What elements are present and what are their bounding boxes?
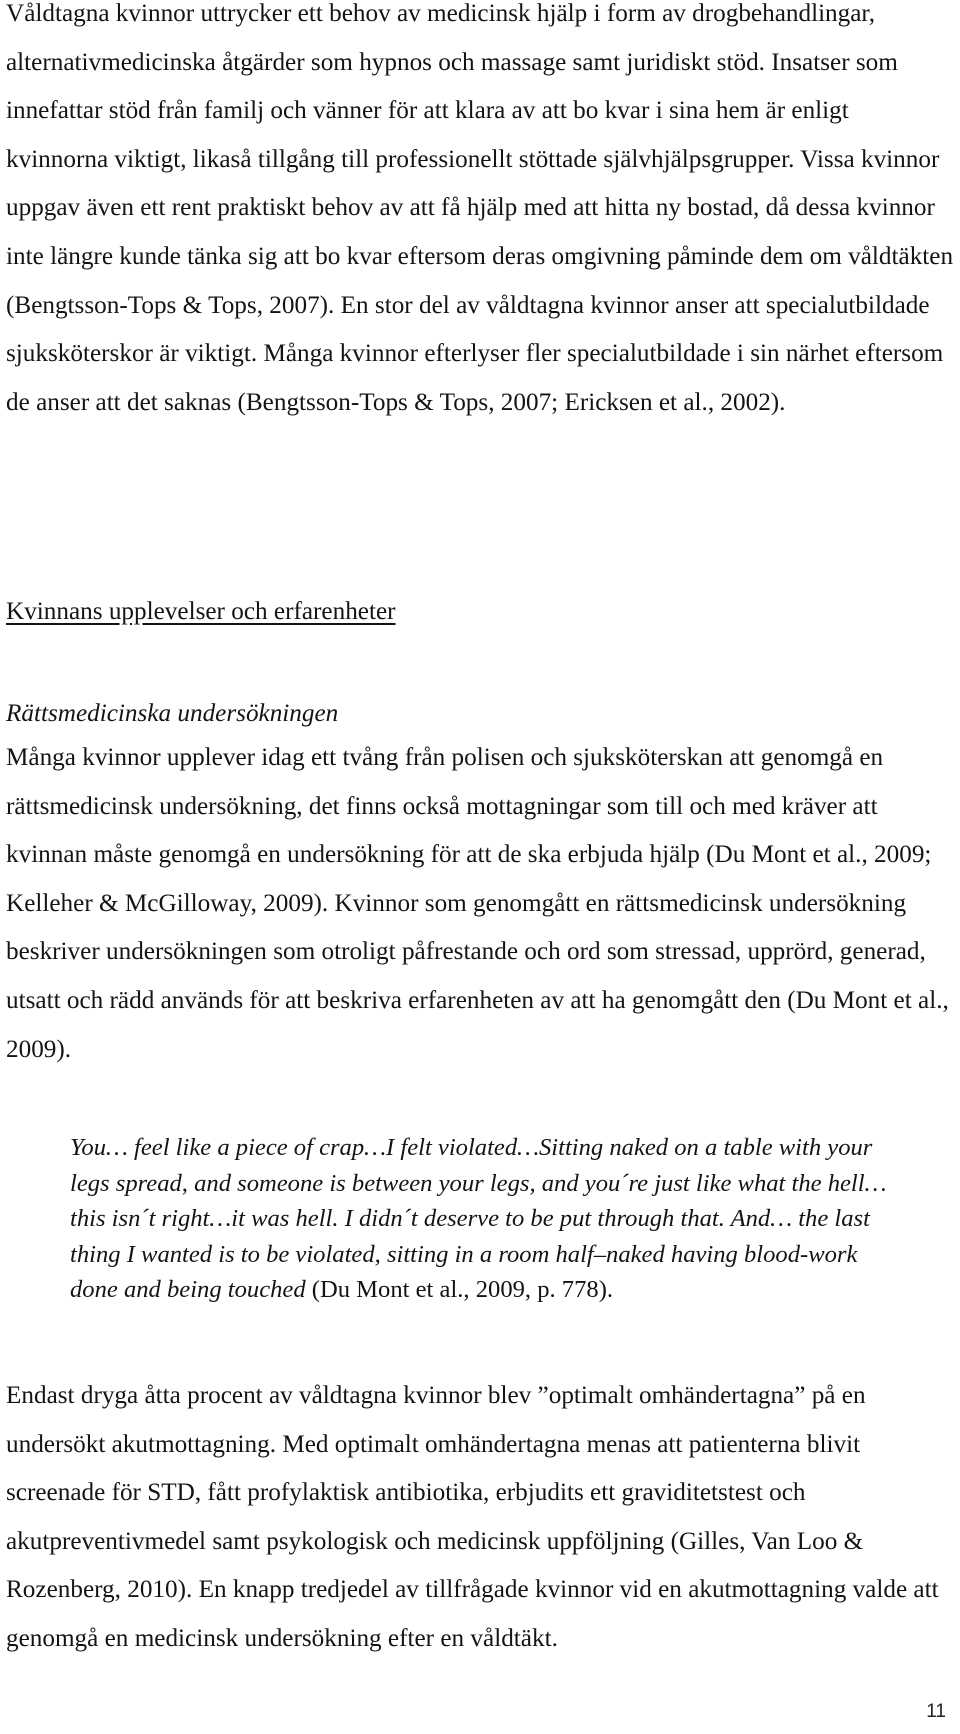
quote-text: You… feel like a piece of crap…I felt violated…Sitting naked on a table with your legs spread, and someone is between your legs, and you´re just like what the hell… this isn´t right…it was hell. I didn´t deserve to be put through that. And… the last thing I wanted is to be violated, sitting in a room half–naked having blood-work done and being touched — [70, 1134, 887, 1304]
paragraph-treatment-needs: Våldtagna kvinnor uttrycker ett behov av medicinsk hjälp i form av drogbehandlingar, alternativmedicinska åtgärder som hypnos och massage samt juridiskt stöd. Insatser som innefattar stöd från familj och vänner för att klara av att bo kvar i sina hem är enligt kvinnorna viktigt, likaså tillgång till professionellt stöttade självhjälpsgrupper. Vissa kvinnor uppgav även ett rent praktiskt behov av att få hjälp med att hitta ny bostad, då dessa kvinnor inte längre kunde tänka sig att bo kvar eftersom deras omgivning påminde dem om våldtäkten (Bengtsson-Tops & Tops, 2007). En stor del av våldtagna kvinnor anser att specialutbildade sjuksköterskor är viktigt. Många kvinnor efterlyser fler specialutbildade i sin närhet eftersom de anser att det saknas (Bengtsson-Tops & Tops, 2007; Ericksen et al., 2002). — [6, 0, 954, 416]
block-quote — [70, 1130, 890, 1308]
page-number: 11 — [926, 1701, 946, 1722]
section-heading: Kvinnans upplevelser och erfarenheter — [6, 598, 396, 625]
subsection-heading: Rättsmedicinska undersökningen — [6, 700, 339, 727]
quote-citation: (Du Mont et al., 2009, p. 778). — [305, 1276, 614, 1304]
paragraph-optimal-care: Endast dryga åtta procent av våldtagna kvinnor blev ”optimalt omhändertagna” på en undersökt akutmottagning. Med optimalt omhändertagna menas att patienterna blivit screenade för STD, fått profylaktisk antibiotika, erbjudits ett graviditetstest och akutpreventivmedel samt psykologisk och medicinsk uppföljning (Gilles, Van Loo & Rozenberg, 2010). En knapp tredjedel av tillfrågade kvinnor vid en akutmottagning valde att genomgå en medicinsk undersökning efter en våldtäkt. — [6, 1382, 939, 1652]
paragraph-forensic-exam: Många kvinnor upplever idag ett tvång från polisen och sjuksköterskan att genomgå en rättsmedicinsk undersökning, det finns också mottagningar som till och med kräver att kvinnan måste genomgå en undersökning för att de ska erbjuda hjälp (Du Mont et al., 2009; Kelleher & McGilloway, 2009). Kvinnor som genomgått en rättsmedicinsk undersökning beskriver undersökningen som otroligt påfrestande och ord som stressad, upprörd, generad, utsatt och rädd används för att beskriva erfarenheten av att ha genomgått den (Du Mont et al., 2009). — [6, 744, 949, 1063]
